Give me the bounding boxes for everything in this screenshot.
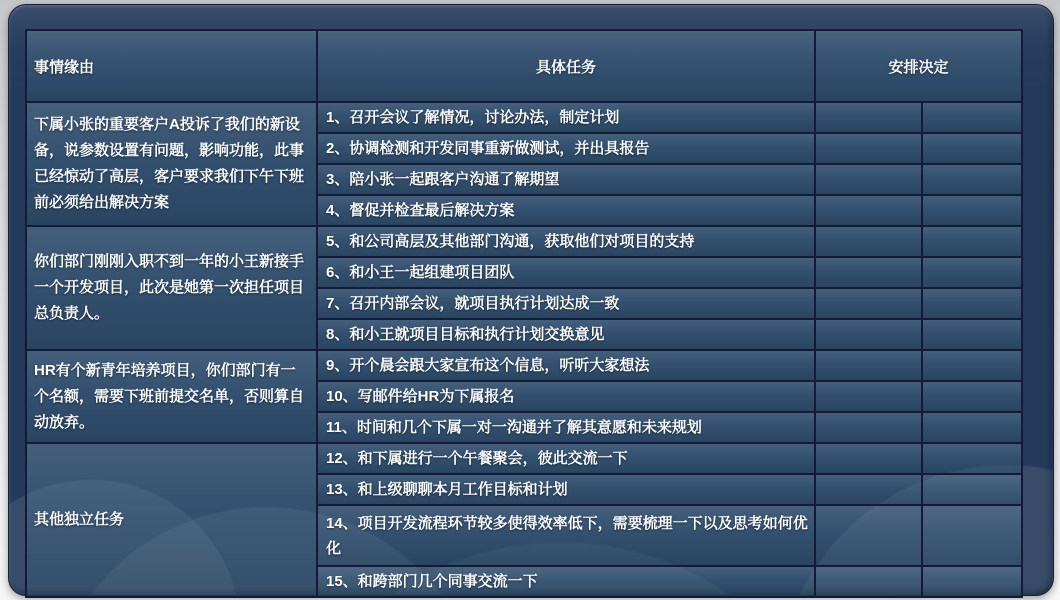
task-table bbox=[25, 29, 1023, 598]
decision-cell-11b bbox=[922, 412, 1022, 443]
header-decision: 安排决定 bbox=[815, 30, 1022, 102]
decision-cell-6b bbox=[922, 257, 1022, 288]
reason-cell-group-3: HR有个新青年培养项目，你们部门有一个名额，需要下班前提交名单，否则算自动放弃。 bbox=[26, 350, 317, 443]
decision-cell-7a bbox=[815, 288, 922, 319]
task-cell-7: 7、召开内部会议，就项目执行计划达成一致 bbox=[317, 288, 815, 319]
table-row bbox=[26, 443, 1022, 474]
decision-cell-5a bbox=[815, 226, 922, 257]
decision-cell-14b bbox=[922, 505, 1022, 566]
decision-cell-9a bbox=[815, 350, 922, 381]
decision-cell-2a bbox=[815, 133, 922, 164]
table-row bbox=[26, 350, 1022, 381]
decision-cell-12b bbox=[922, 443, 1022, 474]
decision-cell-13a bbox=[815, 474, 922, 505]
decision-cell-8a bbox=[815, 319, 922, 350]
slide-card bbox=[8, 4, 1054, 596]
task-cell-8: 8、和小王就项目目标和执行计划交换意见 bbox=[317, 319, 815, 350]
decision-cell-6a bbox=[815, 257, 922, 288]
decision-cell-15a bbox=[815, 566, 922, 597]
task-cell-4: 4、督促并检查最后解决方案 bbox=[317, 195, 815, 226]
decision-cell-1b bbox=[922, 102, 1022, 133]
task-cell-6: 6、和小王一起组建项目团队 bbox=[317, 257, 815, 288]
reason-cell-group-2: 你们部门刚刚入职不到一年的小王新接手一个开发项目，此次是她第一次担任项目总负责人。 bbox=[26, 226, 317, 350]
decision-cell-4b bbox=[922, 195, 1022, 226]
decision-cell-9b bbox=[922, 350, 1022, 381]
decision-cell-10a bbox=[815, 381, 922, 412]
table-row bbox=[26, 102, 1022, 133]
decision-cell-11a bbox=[815, 412, 922, 443]
decision-cell-14a bbox=[815, 505, 922, 566]
decision-cell-7b bbox=[922, 288, 1022, 319]
decision-cell-4a bbox=[815, 195, 922, 226]
reason-cell-group-4: 其他独立任务 bbox=[26, 443, 317, 597]
decision-cell-2b bbox=[922, 133, 1022, 164]
task-cell-15: 15、和跨部门几个同事交流一下 bbox=[317, 566, 815, 597]
task-cell-14: 14、项目开发流程环节较多使得效率低下，需要梳理一下以及思考如何优化 bbox=[317, 505, 815, 566]
decision-cell-13b bbox=[922, 474, 1022, 505]
task-cell-12: 12、和下属进行一个午餐聚会，彼此交流一下 bbox=[317, 443, 815, 474]
header-reason: 事情缘由 bbox=[26, 30, 317, 102]
task-cell-13: 13、和上级聊聊本月工作目标和计划 bbox=[317, 474, 815, 505]
task-cell-5: 5、和公司高层及其他部门沟通，获取他们对项目的支持 bbox=[317, 226, 815, 257]
decision-cell-3b bbox=[922, 164, 1022, 195]
task-cell-2: 2、协调检测和开发同事重新做测试，并出具报告 bbox=[317, 133, 815, 164]
decision-cell-1a bbox=[815, 102, 922, 133]
decision-cell-12a bbox=[815, 443, 922, 474]
table-header-row bbox=[26, 30, 1022, 102]
task-cell-3: 3、陪小张一起跟客户沟通了解期望 bbox=[317, 164, 815, 195]
table-row bbox=[26, 226, 1022, 257]
task-cell-11: 11、时间和几个下属一对一沟通并了解其意愿和未来规划 bbox=[317, 412, 815, 443]
decision-cell-3a bbox=[815, 164, 922, 195]
decision-cell-10b bbox=[922, 381, 1022, 412]
header-tasks: 具体任务 bbox=[317, 30, 815, 102]
task-cell-9: 9、开个晨会跟大家宣布这个信息，听听大家想法 bbox=[317, 350, 815, 381]
task-cell-10: 10、写邮件给HR为下属报名 bbox=[317, 381, 815, 412]
decision-cell-15b bbox=[922, 566, 1022, 597]
reason-cell-group-1: 下属小张的重要客户A投诉了我们的新设备，说参数设置有问题，影响功能，此事已经惊动了高层，客户要求我们下午下班前必须给出解决方案 bbox=[26, 102, 317, 226]
decision-cell-8b bbox=[922, 319, 1022, 350]
task-cell-1: 1、召开会议了解情况，讨论办法，制定计划 bbox=[317, 102, 815, 133]
decision-cell-5b bbox=[922, 226, 1022, 257]
